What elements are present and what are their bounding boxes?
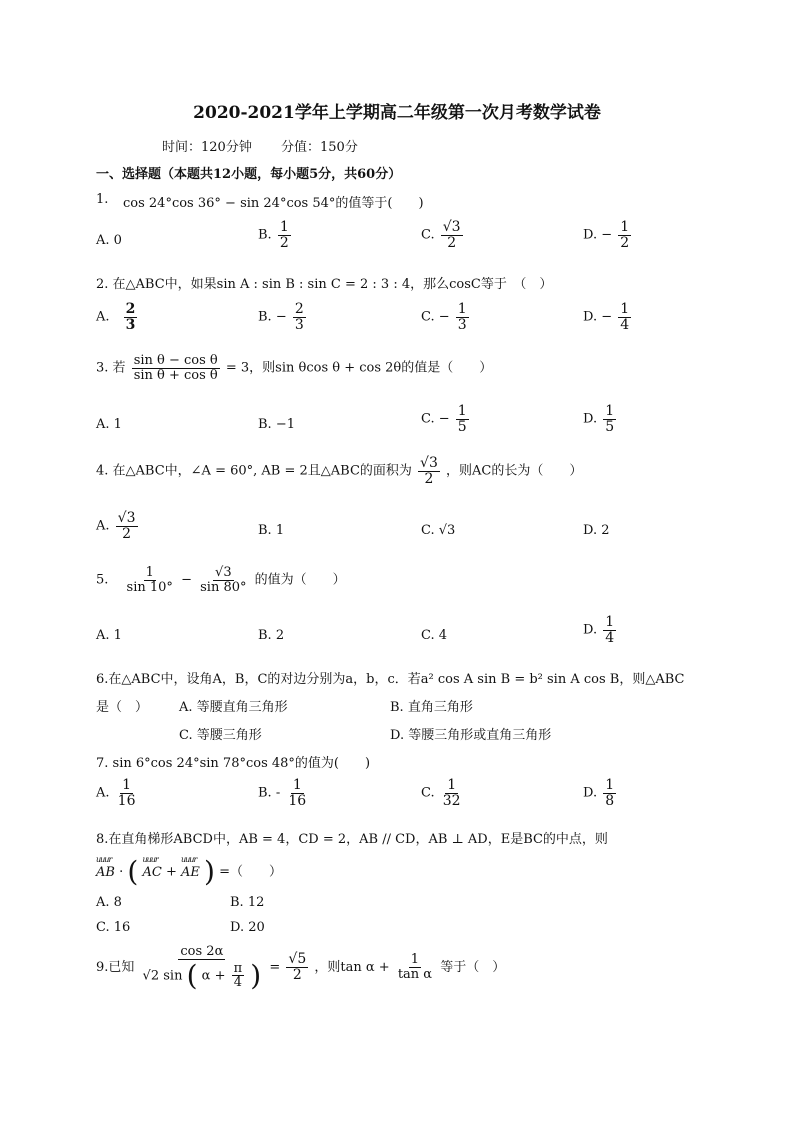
- q9-main-fraction: [141, 945, 264, 990]
- q6-option-b: B. 直角三角形: [390, 700, 473, 715]
- q9-rhs-num: √5: [288, 951, 307, 968]
- q7-a-num: 1: [122, 777, 132, 793]
- q8-vector-expression: [96, 855, 282, 888]
- q3-stem: [96, 354, 492, 382]
- q2-a-num: 2: [125, 301, 136, 317]
- q3-prefix: 3. 若: [96, 360, 126, 376]
- q1-option-b: [258, 220, 293, 250]
- q8-dot: ·: [119, 864, 124, 880]
- q9-pi-den: 4: [233, 975, 242, 991]
- q7-c-den: 32: [442, 792, 461, 809]
- q5-suffix: 的值为（ ）: [254, 572, 346, 588]
- q4-c-label: C.: [421, 523, 435, 538]
- q4-option-b: B. 1: [258, 523, 285, 538]
- q8-close-paren: ): [204, 855, 215, 888]
- q5-option-a: A. 1: [96, 628, 122, 643]
- q5-option-d: [583, 615, 618, 645]
- q3-frac-num: sin θ − cos θ: [133, 353, 218, 368]
- q7-a-label: A.: [96, 785, 110, 801]
- q7-stem: 7. sin 6°cos 24°sin 78°cos 48°的值为( ): [96, 756, 371, 771]
- q8-option-b: B. 12: [230, 895, 265, 910]
- q7-a-den: 16: [117, 792, 136, 809]
- q1-d-num: 1: [620, 219, 630, 235]
- q5-d-den: 4: [605, 629, 615, 646]
- q6-stem-line2: 是（ ）: [96, 700, 149, 715]
- page-title: 2020-2021学年上学期高二年级第一次月考数学试卷: [193, 103, 601, 123]
- q2-stem: 2. 在△ABC中，如果sin A : sin B : sin C = 2 : 3 : 4，那么cosC等于 （ ）: [96, 277, 553, 292]
- q7-b-label: B. -: [258, 785, 281, 801]
- q2-d-den: 4: [620, 316, 630, 333]
- q3-suffix: = 3，则sin θcos θ + cos 2θ的值是（ ）: [225, 360, 493, 376]
- q8-suffix: =（ ）: [219, 864, 282, 880]
- q3-c-num: 1: [457, 403, 467, 419]
- q9-main-den: [141, 960, 264, 990]
- q4-option-c: [421, 523, 455, 538]
- q8-option-a: A. 8: [96, 895, 122, 910]
- q1-d-label: D. −: [583, 227, 613, 243]
- section-title: 一、选择题（本题共12小题，每小题5分，共60分）: [96, 167, 402, 182]
- q4-suffix: ，则AC的长为（ ）: [446, 463, 583, 479]
- q8-vector-ac: uuur AC: [142, 865, 161, 880]
- q4-a-den: 2: [122, 525, 132, 542]
- q9-rhs-den: 2: [292, 966, 302, 983]
- q6-option-c: C. 等腰三角形: [179, 728, 262, 743]
- q4-a-label: A.: [96, 518, 110, 534]
- q2-b-label: B. −: [258, 309, 287, 325]
- q2-b-den: 3: [294, 316, 304, 333]
- q8-stem: 8.在直角梯形ABCD中，AB = 4，CD = 2，AB // CD，AB ⊥ AD，E是BC的中点，则: [96, 832, 608, 847]
- q5-frac1-den: sin 10°: [126, 579, 173, 595]
- q2-b-num: 2: [294, 301, 304, 317]
- q2-option-a: [96, 302, 139, 332]
- q3-c-label: C. −: [421, 411, 450, 427]
- q1-b-den: 2: [279, 234, 289, 251]
- q2-d-num: 1: [620, 301, 630, 317]
- q5-stem: [96, 566, 346, 594]
- q9-den-open: (: [186, 958, 198, 992]
- q5-frac1-num: 1: [145, 565, 154, 580]
- q7-option-c: [421, 778, 465, 808]
- q9-prefix: 9.已知: [96, 959, 135, 975]
- q1-stem: cos 24°cos 36° − sin 24°cos 54°的值等于( ): [123, 196, 424, 211]
- q8-plus: +: [165, 864, 177, 880]
- q2-a-den: 3: [125, 316, 136, 333]
- q3-option-c: [421, 404, 471, 434]
- q8-option-d: D. 20: [230, 920, 265, 935]
- q8-open-paren: (: [127, 855, 139, 888]
- q1-b-num: 1: [279, 219, 289, 235]
- q3-d-den: 5: [605, 418, 615, 435]
- q4-c-value: √3: [438, 523, 456, 538]
- q2-c-label: C. −: [421, 309, 450, 325]
- q9-t-num: 1: [410, 952, 420, 968]
- q1-option-c: [421, 220, 465, 250]
- q3-option-d: [583, 404, 618, 434]
- q7-d-num: 1: [605, 777, 615, 793]
- q5-d-label: D.: [583, 622, 598, 638]
- q7-option-d: [583, 778, 618, 808]
- q7-b-num: 1: [292, 777, 302, 793]
- q7-c-label: C.: [421, 785, 435, 801]
- q9-suffix: 等于（ ）: [440, 959, 506, 975]
- q7-b-den: 16: [288, 792, 307, 809]
- q8-option-c: C. 16: [96, 920, 131, 935]
- q2-option-b: [258, 302, 308, 332]
- q9-den-sqrt-sin: √2 sin: [142, 968, 183, 984]
- q9-mid: ，则tan α +: [314, 959, 390, 975]
- q8-vector-ab: uuur AB: [96, 865, 115, 880]
- q7-c-num: 1: [447, 777, 457, 793]
- q5-option-b: B. 2: [258, 628, 285, 643]
- q5-frac2-den: sin 80°: [200, 579, 247, 595]
- q6-stem: 6.在△ABC中，设角A，B，C的对边分别为a，b，c．若a² cos A sin B = b² sin A cos B，则△ABC: [96, 672, 685, 687]
- q1-option-a: A. 0: [96, 233, 122, 248]
- q7-d-den: 8: [605, 792, 615, 809]
- q5-number: 5.: [96, 572, 109, 588]
- q5-minus: −: [181, 572, 192, 588]
- q2-option-d: [583, 302, 633, 332]
- q9-pi-num: π: [233, 960, 243, 976]
- q3-option-a: A. 1: [96, 417, 122, 432]
- q8-vector-ae: uuur AE: [181, 865, 200, 880]
- exam-score: 分值：150分: [281, 140, 358, 155]
- q1-c-num: √3: [442, 219, 461, 235]
- q3-option-b: B. −1: [258, 417, 295, 432]
- q4-a-num: √3: [117, 510, 136, 526]
- q1-d-den: 2: [620, 234, 630, 251]
- q1-c-label: C.: [421, 227, 435, 243]
- q3-d-num: 1: [605, 403, 615, 419]
- q2-option-c: [421, 302, 471, 332]
- q1-b-label: B.: [258, 227, 272, 243]
- q7-d-label: D.: [583, 785, 598, 801]
- q5-option-c: C. 4: [421, 628, 448, 643]
- exam-time: 时间：120分钟: [162, 140, 252, 155]
- q9-main-num: cos 2α: [180, 944, 224, 959]
- q9-stem: [96, 945, 505, 990]
- q2-d-label: D. −: [583, 309, 613, 325]
- q4-frac-num: √3: [420, 455, 438, 471]
- q6-option-d: D. 等腰三角形或直角三角形: [390, 728, 552, 743]
- q4-option-d: D. 2: [583, 523, 610, 538]
- q2-a-label: A.: [96, 309, 110, 325]
- q2-c-num: 1: [457, 301, 467, 317]
- q3-d-label: D.: [583, 411, 598, 427]
- q6-option-a: A. 等腰直角三角形: [179, 700, 288, 715]
- q7-option-a: [96, 778, 140, 808]
- q4-prefix: 4. 在△ABC中，∠A = 60°, AB = 2且△ABC的面积为: [96, 463, 412, 479]
- q9-den-alpha: α +: [201, 968, 230, 984]
- q5-d-num: 1: [605, 614, 615, 630]
- q1-c-den: 2: [447, 234, 457, 251]
- q5-frac2-num: √3: [215, 565, 232, 580]
- q7-option-b: [258, 778, 310, 808]
- q3-frac-den: sin θ + cos θ: [133, 367, 218, 383]
- q2-c-den: 3: [457, 316, 467, 333]
- q4-option-a: [96, 511, 140, 541]
- q9-den-close: ): [250, 958, 262, 992]
- q1-option-d: [583, 220, 633, 250]
- q4-stem: [96, 456, 582, 486]
- q4-frac-den: 2: [424, 470, 434, 487]
- q3-c-den: 5: [457, 418, 467, 435]
- q9-equals: =: [269, 959, 281, 975]
- q1-number: 1.: [96, 192, 109, 207]
- q9-t-den: tan α: [397, 966, 433, 982]
